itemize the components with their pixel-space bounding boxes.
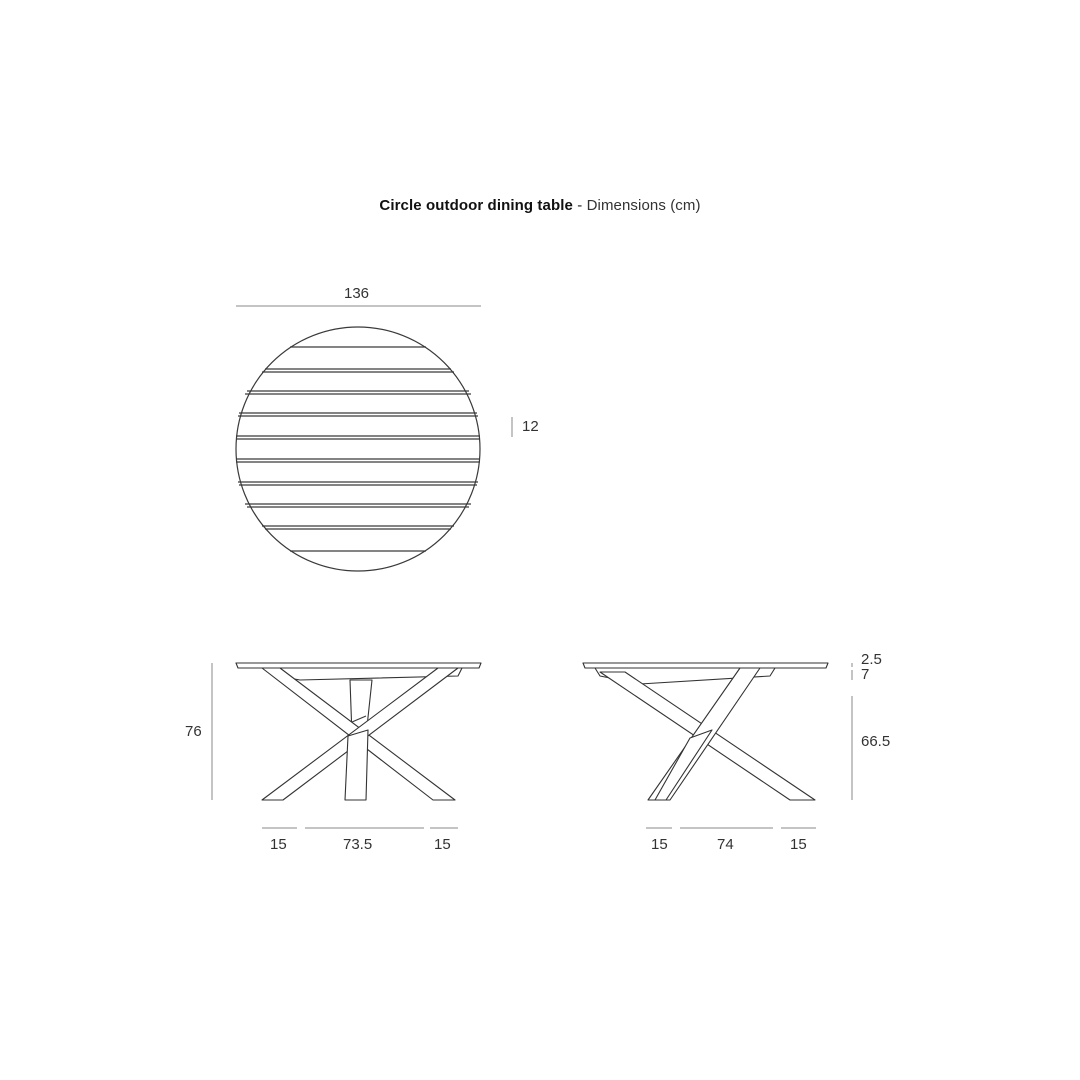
diameter-label: 136 (344, 285, 370, 302)
front-view (212, 663, 481, 828)
top-view (236, 306, 512, 571)
top-thickness-label: 2.5 (861, 651, 882, 668)
side-foot-right-label: 15 (790, 836, 807, 853)
title-product-name: Circle outdoor dining table (379, 197, 573, 214)
side-span-label: 74 (717, 836, 734, 853)
slat-width-label: 12 (522, 418, 539, 435)
front-foot-left-label: 15 (270, 836, 287, 853)
side-view (583, 663, 852, 828)
leg-height-label: 66.5 (861, 733, 891, 750)
table-top-circle (236, 327, 480, 571)
title-subtitle: Dimensions (cm) (586, 197, 701, 214)
front-height-label: 76 (185, 723, 202, 740)
front-center-leg (345, 730, 368, 800)
side-foot-left-label: 15 (651, 836, 668, 853)
front-span-label: 73.5 (343, 836, 373, 853)
title-separator: - (572, 197, 587, 214)
side-tabletop (583, 663, 828, 668)
front-tabletop (236, 663, 481, 668)
apron-label: 7 (861, 666, 870, 683)
side-leg-joint (655, 730, 712, 800)
front-foot-right-label: 15 (434, 836, 451, 853)
